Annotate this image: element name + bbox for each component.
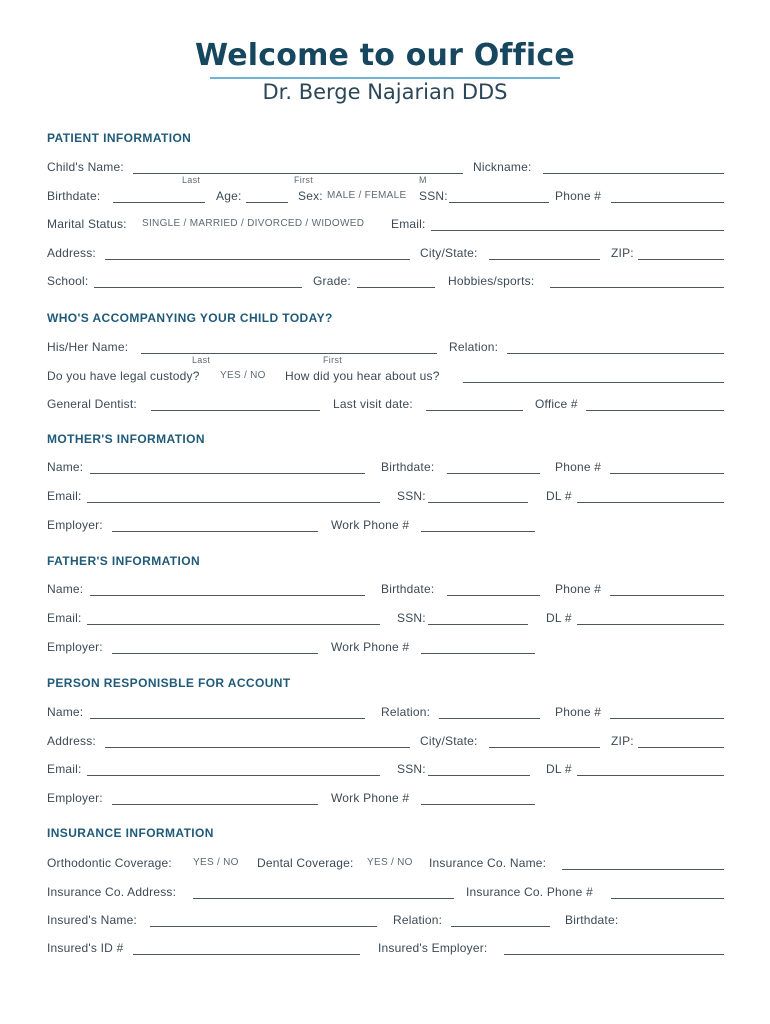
hear-about-field[interactable] — [463, 382, 724, 383]
school-label: School: — [47, 274, 89, 288]
row-marital — [0, 217, 770, 235]
ssn-field[interactable] — [449, 202, 549, 203]
row-responsible-email — [0, 762, 770, 780]
sex-options[interactable]: MALE / FEMALE — [327, 190, 407, 201]
row-accompanying-name — [0, 340, 770, 365]
ortho-coverage-label: Orthodontic Coverage: — [47, 856, 172, 870]
row-coverage — [0, 856, 770, 874]
father-work-phone-label: Work Phone # — [331, 640, 410, 654]
grade-label: Grade: — [313, 274, 351, 288]
page-title: Welcome to our Office — [195, 38, 575, 73]
nickname-field[interactable] — [543, 173, 724, 174]
row-mother-name — [0, 460, 770, 478]
responsible-ssn-label: SSN: — [397, 762, 426, 776]
age-field[interactable] — [246, 202, 288, 203]
insurance-company-phone-label: Insurance Co. Phone # — [466, 885, 593, 899]
his-her-name-sub-first: First — [323, 355, 342, 365]
responsible-city-state-label: City/State: — [420, 734, 478, 748]
nickname-label: Nickname: — [473, 160, 532, 174]
hobbies-label: Hobbies/sports: — [448, 274, 535, 288]
responsible-name-field[interactable] — [90, 718, 365, 719]
father-birthdate-label: Birthdate: — [381, 582, 435, 596]
marital-options[interactable]: SINGLE / MARRIED / DIVORCED / WIDOWED — [142, 218, 365, 229]
sex-label: Sex: — [298, 189, 323, 203]
insured-employer-field[interactable] — [504, 954, 724, 955]
address-field[interactable] — [105, 259, 410, 260]
responsible-zip-field[interactable] — [638, 747, 724, 748]
custody-label: Do you have legal custody? — [47, 369, 200, 383]
age-label: Age: — [216, 189, 242, 203]
insurance-company-name-field[interactable] — [562, 869, 724, 870]
child-name-sub-first: First — [294, 175, 313, 185]
responsible-relation-field[interactable] — [439, 718, 540, 719]
row-insured-name — [0, 913, 770, 931]
responsible-relation-label: Relation: — [381, 705, 431, 719]
insured-id-field[interactable] — [133, 954, 360, 955]
mother-name-label: Name: — [47, 460, 84, 474]
row-company-address — [0, 885, 770, 903]
marital-status-label: Marital Status: — [47, 217, 127, 231]
insured-name-field[interactable] — [150, 926, 377, 927]
responsible-work-phone-label: Work Phone # — [331, 791, 410, 805]
last-visit-label: Last visit date: — [333, 397, 413, 411]
father-email-label: Email: — [47, 611, 82, 625]
father-phone-label: Phone # — [555, 582, 602, 596]
father-birthdate-field[interactable] — [447, 595, 540, 596]
phone-field[interactable] — [611, 202, 724, 203]
mother-email-label: Email: — [47, 489, 82, 503]
father-employer-label: Employer: — [47, 640, 103, 654]
row-responsible-name — [0, 705, 770, 723]
mother-dl-label: DL # — [546, 489, 572, 503]
row-school — [0, 274, 770, 292]
responsible-dl-label: DL # — [546, 762, 572, 776]
responsible-ssn-field[interactable] — [428, 775, 530, 776]
dental-coverage-options[interactable]: YES / NO — [367, 857, 413, 868]
insurance-company-address-field[interactable] — [193, 898, 454, 899]
grade-field[interactable] — [357, 287, 435, 288]
mother-birthdate-label: Birthdate: — [381, 460, 435, 474]
general-dentist-label: General Dentist: — [47, 397, 137, 411]
dental-coverage-label: Dental Coverage: — [257, 856, 354, 870]
email-field[interactable] — [431, 230, 724, 231]
office-label: Office # — [535, 397, 578, 411]
row-father-email — [0, 611, 770, 629]
title-underline — [210, 77, 560, 79]
responsible-dl-field[interactable] — [577, 775, 724, 776]
phone-label: Phone # — [555, 189, 602, 203]
father-ssn-field[interactable] — [428, 624, 528, 625]
ortho-coverage-options[interactable]: YES / NO — [193, 857, 239, 868]
row-insured-id — [0, 941, 770, 959]
mother-work-phone-label: Work Phone # — [331, 518, 410, 532]
father-work-phone-field[interactable] — [421, 653, 535, 654]
row-mother-email — [0, 489, 770, 507]
custody-options[interactable]: YES / NO — [220, 370, 266, 381]
birthdate-field[interactable] — [113, 202, 205, 203]
row-responsible-employer — [0, 791, 770, 809]
mother-employer-field[interactable] — [112, 531, 318, 532]
address-label: Address: — [47, 246, 96, 260]
responsible-email-label: Email: — [47, 762, 82, 776]
section-insurance-heading: INSURANCE INFORMATION — [47, 826, 214, 840]
mother-ssn-label: SSN: — [397, 489, 426, 503]
city-state-label: City/State: — [420, 246, 478, 260]
mother-phone-label: Phone # — [555, 460, 602, 474]
relation-label: Relation: — [449, 340, 499, 354]
father-phone-field[interactable] — [610, 595, 724, 596]
responsible-phone-field[interactable] — [610, 718, 724, 719]
responsible-work-phone-field[interactable] — [421, 804, 535, 805]
mother-birthdate-field[interactable] — [447, 473, 540, 474]
ssn-label: SSN: — [419, 189, 448, 203]
responsible-zip-label: ZIP: — [611, 734, 634, 748]
hobbies-field[interactable] — [550, 287, 724, 288]
zip-field[interactable] — [638, 259, 724, 260]
mother-name-field[interactable] — [90, 473, 365, 474]
child-name-sub-m: M — [419, 175, 427, 185]
row-responsible-address — [0, 734, 770, 752]
city-state-field[interactable] — [489, 259, 600, 260]
responsible-employer-label: Employer: — [47, 791, 103, 805]
mother-employer-label: Employer: — [47, 518, 103, 532]
responsible-address-label: Address: — [47, 734, 96, 748]
father-email-field[interactable] — [87, 624, 380, 625]
mother-ssn-field[interactable] — [428, 502, 528, 503]
father-dl-field[interactable] — [577, 624, 724, 625]
child-name-label: Child's Name: — [47, 160, 124, 174]
section-accompanying-heading: WHO'S ACCOMPANYING YOUR CHILD TODAY? — [47, 311, 333, 325]
office-field[interactable] — [586, 410, 724, 411]
mother-phone-field[interactable] — [610, 473, 724, 474]
father-employer-field[interactable] — [112, 653, 318, 654]
email-label: Email: — [391, 217, 426, 231]
responsible-address-field[interactable] — [105, 747, 410, 748]
school-field[interactable] — [94, 287, 302, 288]
row-child-name — [0, 160, 770, 185]
insurance-company-name-label: Insurance Co. Name: — [429, 856, 547, 870]
insured-id-label: Insured's ID # — [47, 941, 124, 955]
child-name-field[interactable] — [133, 173, 463, 174]
insured-name-label: Insured's Name: — [47, 913, 137, 927]
his-her-name-label: His/Her Name: — [47, 340, 129, 354]
hear-about-label: How did you hear about us? — [285, 369, 440, 383]
row-father-name — [0, 582, 770, 600]
father-name-field[interactable] — [90, 595, 365, 596]
insured-relation-label: Relation: — [393, 913, 443, 927]
insurance-company-address-label: Insurance Co. Address: — [47, 885, 177, 899]
relation-field[interactable] — [507, 353, 724, 354]
responsible-employer-field[interactable] — [112, 804, 318, 805]
responsible-name-label: Name: — [47, 705, 84, 719]
his-her-name-field[interactable] — [141, 353, 437, 354]
page-subtitle: Dr. Berge Najarian DDS — [262, 80, 508, 104]
insurance-company-phone-field[interactable] — [611, 898, 724, 899]
father-name-label: Name: — [47, 582, 84, 596]
section-patient-heading: PATIENT INFORMATION — [47, 131, 192, 145]
child-name-sub-last: Last — [182, 175, 201, 185]
row-dentist — [0, 397, 770, 415]
responsible-phone-label: Phone # — [555, 705, 602, 719]
row-birthdate — [0, 189, 770, 207]
row-address — [0, 246, 770, 264]
responsible-city-state-field[interactable] — [489, 747, 600, 748]
row-custody — [0, 369, 770, 387]
general-dentist-field[interactable] — [151, 410, 320, 411]
zip-label: ZIP: — [611, 246, 634, 260]
birthdate-label: Birthdate: — [47, 189, 101, 203]
mother-dl-field[interactable] — [577, 502, 724, 503]
insured-employer-label: Insured's Employer: — [378, 941, 488, 955]
row-mother-employer — [0, 518, 770, 536]
responsible-email-field[interactable] — [87, 775, 380, 776]
mother-work-phone-field[interactable] — [421, 531, 535, 532]
section-father-heading: FATHER'S INFORMATION — [47, 554, 201, 568]
father-ssn-label: SSN: — [397, 611, 426, 625]
mother-email-field[interactable] — [87, 502, 380, 503]
insured-birthdate-label: Birthdate: — [565, 913, 619, 927]
insured-relation-field[interactable] — [451, 926, 550, 927]
his-her-name-sub-last: Last — [192, 355, 211, 365]
section-responsible-heading: PERSON RESPONISBLE FOR ACCOUNT — [47, 676, 291, 690]
father-dl-label: DL # — [546, 611, 572, 625]
last-visit-field[interactable] — [426, 410, 523, 411]
row-father-employer — [0, 640, 770, 658]
section-mother-heading: MOTHER'S INFORMATION — [47, 432, 205, 446]
